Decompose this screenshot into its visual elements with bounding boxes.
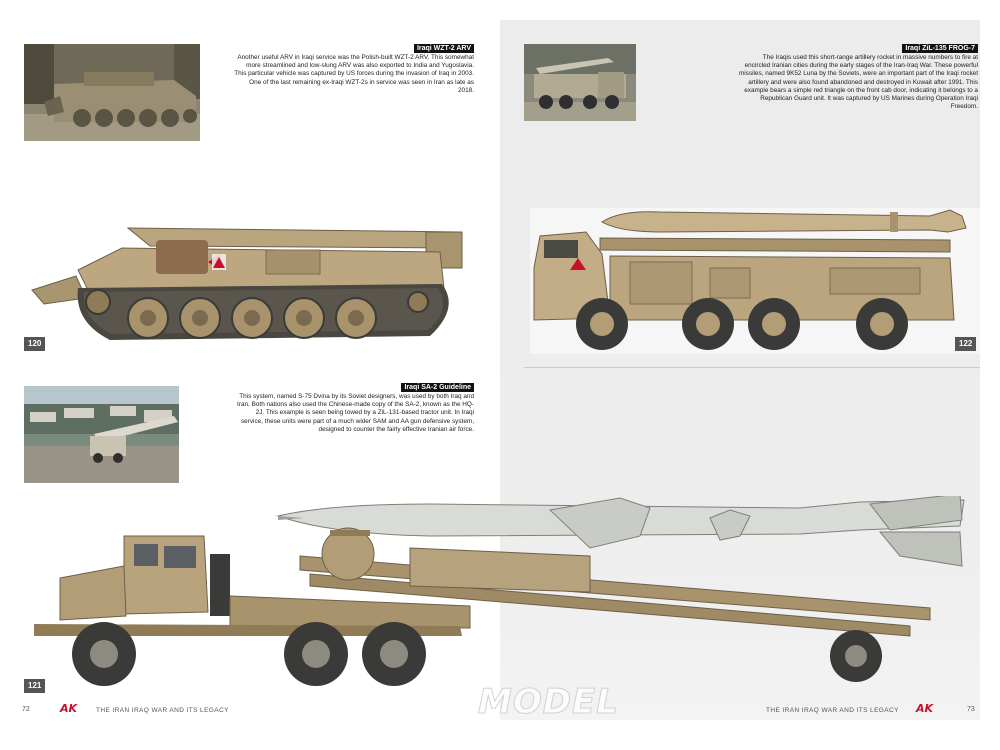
sa2-profile-illustration [30, 496, 970, 696]
right-divider [524, 367, 980, 368]
wzt2-photo [24, 44, 200, 141]
sa2-caption-body: This system, named S-75 Dvina by its Soviet designers, was used by both Iraq and Iran. Both nations also used the Chinese-made copy of the SA-2, known as the HQ-2J. This example is seen being towed by a ZiL-131-based tractor unit. In Iraqi service, these units were part of a much wider SAM and AA gun defensive system, designed to counter the fairly effective Iranian air force. [237, 393, 474, 433]
plate-number-wzt2: 120 [24, 337, 45, 351]
plate-number-sa2: 121 [24, 679, 45, 693]
frog7-profile-panel [530, 208, 980, 354]
frog7-caption-body: The Iraqis used this short-range artillery rocket in massive numbers to fire at encircled Iranian cities during the early stages of the Iran-Iraq War. These powerful missiles, named 9K52 Luna by the Soviets, were an important part of the Iraqi rocket artillery and were also found abandoned and destroyed in Kuwait after 1991. This example bears a simple red triangle on the front cab door, indicating it belongs to a Republican Guard unit. It was captured by US Marines during Operation Iraqi Freedom. [738, 54, 978, 111]
frog7-caption-title: Iraqi ZiL-135 FROG-7 [902, 44, 978, 53]
frog7-caption [736, 44, 978, 111]
wzt2-caption-body: Another useful ARV in Iraqi service was the Polish-built WZT-2 ARV. This somewhat more streamlined and low-slung ARV was also exported to India and Yugoslavia. This particular vehicle was captured by US forces during the invasion of Iraq in 2003. One of the last remaining ex-Iraqi WZT-2s in service was seen in Iran as late as 2018. [234, 54, 474, 94]
right-running-title: THE IRAN IRAQ WAR AND ITS LEGACY [766, 707, 899, 714]
watermark-text: MODEL [478, 682, 619, 722]
ak-logo-right: AK [916, 702, 934, 715]
sa2-caption-title: Iraqi SA-2 Guideline [401, 383, 474, 392]
sa2-photo [24, 386, 179, 483]
left-page-number: 72 [22, 706, 30, 713]
wzt2-profile-illustration [30, 218, 470, 350]
left-running-title: THE IRAN IRAQ WAR AND ITS LEGACY [96, 707, 229, 714]
frog7-photo [524, 44, 636, 121]
wzt2-caption-title: Iraqi WZT-2 ARV [414, 44, 474, 53]
right-page-number: 73 [967, 706, 975, 713]
ak-logo-left: AK [60, 702, 78, 715]
wzt2-caption [234, 44, 474, 95]
plate-number-frog7: 122 [955, 337, 976, 351]
sa2-caption [234, 383, 474, 434]
